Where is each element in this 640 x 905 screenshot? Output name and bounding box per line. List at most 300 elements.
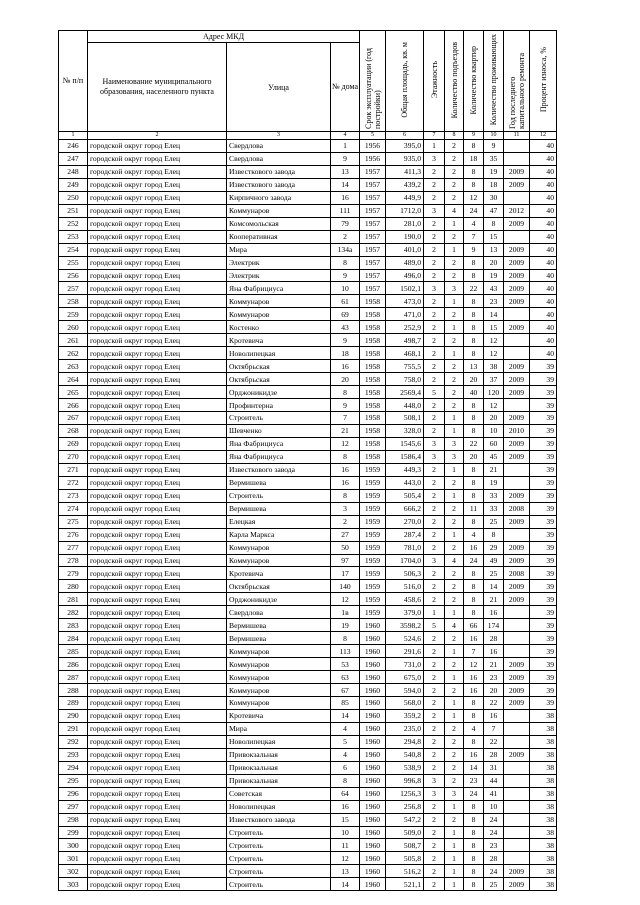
year-cell: 1957 <box>360 165 386 178</box>
repair-year-cell: 2009 <box>504 295 530 308</box>
wear-cell: 39 <box>530 619 557 632</box>
repair-year-cell: 2008 <box>504 567 530 580</box>
row-number: 251 <box>59 204 88 217</box>
municipality-cell: городской округ город Елец <box>88 567 227 580</box>
repair-year-cell <box>504 709 530 722</box>
residents-cell: 33 <box>484 489 504 502</box>
area-cell: 1586,4 <box>386 450 424 463</box>
house-cell: 111 <box>331 204 360 217</box>
column-number: 10 <box>484 132 504 140</box>
col-header-number: № п/п <box>59 31 88 132</box>
house-cell: 8 <box>331 774 360 787</box>
repair-year-cell: 2009 <box>504 256 530 269</box>
house-cell: 1 <box>331 140 360 153</box>
table-row <box>59 295 557 308</box>
table-row <box>59 606 557 619</box>
municipality-cell: городской округ город Елец <box>88 230 227 243</box>
house-cell: 10 <box>331 282 360 295</box>
municipality-cell: городской округ город Елец <box>88 826 227 839</box>
floors-cell: 2 <box>424 748 445 761</box>
entrances-cell: 2 <box>445 178 464 191</box>
floors-cell: 2 <box>424 722 445 735</box>
year-cell: 1960 <box>360 645 386 658</box>
residents-cell: 28 <box>484 852 504 865</box>
row-number: 283 <box>59 619 88 632</box>
residents-cell: 12 <box>484 399 504 412</box>
row-number: 288 <box>59 684 88 697</box>
wear-cell: 40 <box>530 204 557 217</box>
wear-cell: 39 <box>530 463 557 476</box>
row-number: 247 <box>59 152 88 165</box>
floors-cell: 2 <box>424 476 445 489</box>
flats-cell: 16 <box>464 748 484 761</box>
row-number: 258 <box>59 295 88 308</box>
table-row <box>59 450 557 463</box>
residents-cell: 16 <box>484 709 504 722</box>
municipality-cell: городской округ город Елец <box>88 373 227 386</box>
residents-cell: 31 <box>484 761 504 774</box>
entrances-cell: 2 <box>445 360 464 373</box>
area-cell: 473,0 <box>386 295 424 308</box>
floors-cell: 3 <box>424 437 445 450</box>
floors-cell: 2 <box>424 852 445 865</box>
table-row <box>59 813 557 826</box>
table-row <box>59 463 557 476</box>
table-row <box>59 308 557 321</box>
floors-cell: 5 <box>424 619 445 632</box>
flats-cell: 8 <box>464 826 484 839</box>
table-row <box>59 424 557 437</box>
flats-cell: 8 <box>464 463 484 476</box>
street-cell: Вермишева <box>227 632 331 645</box>
residents-cell: 20 <box>484 256 504 269</box>
wear-cell: 39 <box>530 476 557 489</box>
house-cell: 21 <box>331 424 360 437</box>
residents-cell: 8 <box>484 528 504 541</box>
house-cell: 16 <box>331 360 360 373</box>
street-cell: Октябрьская <box>227 580 331 593</box>
row-number: 262 <box>59 347 88 360</box>
flats-cell: 8 <box>464 839 484 852</box>
municipality-cell: городской округ город Елец <box>88 204 227 217</box>
flats-cell: 18 <box>464 152 484 165</box>
floors-cell: 3 <box>424 282 445 295</box>
entrances-cell: 3 <box>445 450 464 463</box>
repair-year-cell <box>504 528 530 541</box>
residents-cell: 19 <box>484 476 504 489</box>
area-cell: 1704,0 <box>386 554 424 567</box>
year-cell: 1957 <box>360 243 386 256</box>
entrances-cell: 4 <box>445 554 464 567</box>
area-cell: 508,7 <box>386 839 424 852</box>
repair-year-cell: 2009 <box>504 437 530 450</box>
municipality-cell: городской округ город Елец <box>88 256 227 269</box>
street-cell: Свердлова <box>227 140 331 153</box>
wear-cell: 38 <box>530 878 557 891</box>
wear-cell: 39 <box>530 528 557 541</box>
floors-cell: 2 <box>424 761 445 774</box>
row-number: 286 <box>59 658 88 671</box>
table-row <box>59 334 557 347</box>
floors-cell: 2 <box>424 813 445 826</box>
entrances-cell: 1 <box>445 243 464 256</box>
floors-cell: 1 <box>424 606 445 619</box>
column-number: 4 <box>331 132 360 140</box>
municipality-cell: городской округ город Елец <box>88 347 227 360</box>
flats-cell: 8 <box>464 567 484 580</box>
floors-cell: 3 <box>424 204 445 217</box>
area-cell: 505,8 <box>386 852 424 865</box>
wear-cell: 40 <box>530 269 557 282</box>
entrances-cell: 2 <box>445 658 464 671</box>
year-cell: 1960 <box>360 671 386 684</box>
municipality-cell: городской округ город Елец <box>88 165 227 178</box>
row-number: 280 <box>59 580 88 593</box>
municipality-cell: городской округ город Елец <box>88 722 227 735</box>
wear-cell: 40 <box>530 230 557 243</box>
year-cell: 1960 <box>360 800 386 813</box>
wear-cell: 39 <box>530 658 557 671</box>
house-cell: 67 <box>331 684 360 697</box>
area-cell: 547,2 <box>386 813 424 826</box>
flats-cell: 66 <box>464 619 484 632</box>
wear-cell: 38 <box>530 826 557 839</box>
table-row <box>59 321 557 334</box>
floors-cell: 2 <box>424 839 445 852</box>
year-cell: 1960 <box>360 709 386 722</box>
municipality-cell: городской округ город Елец <box>88 606 227 619</box>
entrances-cell: 1 <box>445 295 464 308</box>
house-cell: 1в <box>331 606 360 619</box>
municipality-cell: городской округ город Елец <box>88 476 227 489</box>
table-row <box>59 217 557 230</box>
row-number: 296 <box>59 787 88 800</box>
entrances-cell: 2 <box>445 632 464 645</box>
row-number: 278 <box>59 554 88 567</box>
row-number: 261 <box>59 334 88 347</box>
wear-cell: 40 <box>530 178 557 191</box>
area-cell: 411,3 <box>386 165 424 178</box>
row-number: 299 <box>59 826 88 839</box>
entrances-cell: 2 <box>445 580 464 593</box>
house-cell: 11 <box>331 839 360 852</box>
entrances-cell: 1 <box>445 709 464 722</box>
year-cell: 1957 <box>360 230 386 243</box>
entrances-cell: 1 <box>445 489 464 502</box>
floors-cell: 2 <box>424 684 445 697</box>
floors-cell: 2 <box>424 412 445 425</box>
row-number: 268 <box>59 424 88 437</box>
floors-cell: 2 <box>424 580 445 593</box>
wear-cell: 39 <box>530 554 557 567</box>
repair-year-cell: 2009 <box>504 865 530 878</box>
area-cell: 755,5 <box>386 360 424 373</box>
house-cell: 14 <box>331 709 360 722</box>
floors-cell: 5 <box>424 386 445 399</box>
area-cell: 252,9 <box>386 321 424 334</box>
repair-year-cell: 2009 <box>504 165 530 178</box>
municipality-cell: городской округ город Елец <box>88 334 227 347</box>
residents-cell: 22 <box>484 735 504 748</box>
col-header-wear: Процент износа, % <box>530 31 557 132</box>
table-row <box>59 826 557 839</box>
floors-cell: 2 <box>424 295 445 308</box>
row-number: 291 <box>59 722 88 735</box>
floors-cell: 2 <box>424 696 445 709</box>
street-cell: Орджоникидзе <box>227 386 331 399</box>
row-number: 285 <box>59 645 88 658</box>
street-cell: Привокзальная <box>227 774 331 787</box>
flats-cell: 8 <box>464 606 484 619</box>
area-cell: 935,0 <box>386 152 424 165</box>
street-cell: Карла Маркса <box>227 528 331 541</box>
residents-cell: 44 <box>484 774 504 787</box>
residents-cell: 21 <box>484 593 504 606</box>
street-cell: Коммунаров <box>227 308 331 321</box>
wear-cell: 40 <box>530 334 557 347</box>
year-cell: 1957 <box>360 217 386 230</box>
municipality-cell: городской округ город Елец <box>88 632 227 645</box>
row-number: 256 <box>59 269 88 282</box>
flats-cell: 13 <box>464 360 484 373</box>
row-number: 269 <box>59 437 88 450</box>
repair-year-cell: 2012 <box>504 204 530 217</box>
area-cell: 1256,3 <box>386 787 424 800</box>
flats-cell: 8 <box>464 515 484 528</box>
residents-cell: 37 <box>484 373 504 386</box>
municipality-cell: городской округ город Елец <box>88 800 227 813</box>
repair-year-cell: 2009 <box>504 554 530 567</box>
area-cell: 506,3 <box>386 567 424 580</box>
row-number: 295 <box>59 774 88 787</box>
municipality-cell: городской округ город Елец <box>88 541 227 554</box>
floors-cell: 2 <box>424 541 445 554</box>
col-header-repair-year: Год последнего капитального ремонта <box>504 31 530 132</box>
entrances-cell: 2 <box>445 515 464 528</box>
wear-cell: 39 <box>530 541 557 554</box>
wear-cell: 40 <box>530 243 557 256</box>
flats-cell: 9 <box>464 243 484 256</box>
wear-cell: 39 <box>530 450 557 463</box>
area-cell: 468,1 <box>386 347 424 360</box>
table-row <box>59 632 557 645</box>
municipality-cell: городской округ город Елец <box>88 386 227 399</box>
flats-cell: 8 <box>464 256 484 269</box>
municipality-cell: городской округ город Елец <box>88 399 227 412</box>
row-number: 260 <box>59 321 88 334</box>
floors-cell: 2 <box>424 178 445 191</box>
street-cell: Кирпичного завода <box>227 191 331 204</box>
table-row <box>59 191 557 204</box>
area-cell: 666,2 <box>386 502 424 515</box>
row-number: 292 <box>59 735 88 748</box>
flats-cell: 8 <box>464 800 484 813</box>
year-cell: 1960 <box>360 696 386 709</box>
street-cell: Кооперативная <box>227 230 331 243</box>
entrances-cell: 1 <box>445 852 464 865</box>
wear-cell: 38 <box>530 813 557 826</box>
floors-cell: 2 <box>424 269 445 282</box>
house-cell: 69 <box>331 308 360 321</box>
year-cell: 1960 <box>360 761 386 774</box>
house-cell: 14 <box>331 178 360 191</box>
column-number: 1 <box>59 132 88 140</box>
repair-year-cell: 2009 <box>504 489 530 502</box>
area-cell: 471,0 <box>386 308 424 321</box>
street-cell: Новолипецкая <box>227 735 331 748</box>
municipality-cell: городской округ город Елец <box>88 852 227 865</box>
street-cell: Мира <box>227 722 331 735</box>
entrances-cell: 1 <box>445 217 464 230</box>
house-cell: 4 <box>331 748 360 761</box>
table-row <box>59 800 557 813</box>
municipality-cell: городской округ город Елец <box>88 839 227 852</box>
residents-cell: 7 <box>484 722 504 735</box>
repair-year-cell: 2009 <box>504 243 530 256</box>
entrances-cell: 1 <box>445 645 464 658</box>
house-cell: 9 <box>331 269 360 282</box>
municipality-cell: городской округ город Елец <box>88 152 227 165</box>
street-cell: Коммунаров <box>227 554 331 567</box>
area-cell: 256,8 <box>386 800 424 813</box>
municipality-cell: городской округ город Елец <box>88 593 227 606</box>
flats-cell: 16 <box>464 684 484 697</box>
repair-year-cell: 2009 <box>504 671 530 684</box>
street-cell: Костенко <box>227 321 331 334</box>
residents-cell: 15 <box>484 230 504 243</box>
floors-cell: 2 <box>424 528 445 541</box>
table-row <box>59 528 557 541</box>
floors-cell: 2 <box>424 256 445 269</box>
floors-cell: 2 <box>424 424 445 437</box>
repair-year-cell: 2009 <box>504 684 530 697</box>
area-cell: 496,0 <box>386 269 424 282</box>
col-header-year: Срок эксплуатации (год постройки) <box>360 31 386 132</box>
street-cell: Строитель <box>227 865 331 878</box>
entrances-cell: 1 <box>445 671 464 684</box>
table-row <box>59 204 557 217</box>
area-cell: 568,0 <box>386 696 424 709</box>
flats-cell: 7 <box>464 645 484 658</box>
area-cell: 731,0 <box>386 658 424 671</box>
municipality-cell: городской округ город Елец <box>88 813 227 826</box>
wear-cell: 39 <box>530 696 557 709</box>
wear-cell: 39 <box>530 606 557 619</box>
wear-cell: 39 <box>530 373 557 386</box>
house-cell: 113 <box>331 645 360 658</box>
wear-cell: 39 <box>530 386 557 399</box>
house-cell: 64 <box>331 787 360 800</box>
wear-cell: 38 <box>530 865 557 878</box>
area-cell: 448,0 <box>386 399 424 412</box>
repair-year-cell: 2009 <box>504 412 530 425</box>
residents-cell: 41 <box>484 787 504 800</box>
table-row <box>59 852 557 865</box>
residents-cell: 14 <box>484 580 504 593</box>
year-cell: 1957 <box>360 269 386 282</box>
table-row <box>59 399 557 412</box>
year-cell: 1960 <box>360 839 386 852</box>
floors-cell: 2 <box>424 399 445 412</box>
street-cell: Известкового завода <box>227 813 331 826</box>
year-cell: 1960 <box>360 748 386 761</box>
row-number: 297 <box>59 800 88 813</box>
municipality-cell: городской округ город Елец <box>88 671 227 684</box>
table-row <box>59 684 557 697</box>
row-number: 303 <box>59 878 88 891</box>
housing-table <box>58 30 557 891</box>
floors-cell: 2 <box>424 243 445 256</box>
municipality-cell: городской округ город Елец <box>88 554 227 567</box>
house-cell: 43 <box>331 321 360 334</box>
flats-cell: 20 <box>464 373 484 386</box>
flats-cell: 8 <box>464 308 484 321</box>
area-cell: 594,0 <box>386 684 424 697</box>
entrances-cell: 2 <box>445 476 464 489</box>
repair-year-cell: 2009 <box>504 878 530 891</box>
flats-cell: 24 <box>464 787 484 800</box>
table-row <box>59 722 557 735</box>
repair-year-cell <box>504 191 530 204</box>
residents-cell: 28 <box>484 748 504 761</box>
row-number: 302 <box>59 865 88 878</box>
floors-cell: 2 <box>424 515 445 528</box>
table-row <box>59 140 557 153</box>
area-cell: 1545,6 <box>386 437 424 450</box>
table-row <box>59 269 557 282</box>
table-row <box>59 165 557 178</box>
column-number: 2 <box>88 132 227 140</box>
row-number: 284 <box>59 632 88 645</box>
area-cell: 505,4 <box>386 489 424 502</box>
municipality-cell: городской округ город Елец <box>88 191 227 204</box>
year-cell: 1960 <box>360 813 386 826</box>
flats-cell: 4 <box>464 528 484 541</box>
repair-year-cell <box>504 800 530 813</box>
area-cell: 781,0 <box>386 541 424 554</box>
repair-year-cell: 2009 <box>504 580 530 593</box>
flats-cell: 16 <box>464 671 484 684</box>
floors-cell: 2 <box>424 826 445 839</box>
flats-cell: 8 <box>464 709 484 722</box>
street-cell: Елецкая <box>227 515 331 528</box>
floors-cell: 2 <box>424 217 445 230</box>
street-cell: Строитель <box>227 839 331 852</box>
residents-cell: 16 <box>484 606 504 619</box>
repair-year-cell: 2009 <box>504 696 530 709</box>
table-row <box>59 735 557 748</box>
area-cell: 379,0 <box>386 606 424 619</box>
house-cell: 9 <box>331 334 360 347</box>
flats-cell: 8 <box>464 852 484 865</box>
table-row <box>59 878 557 891</box>
flats-cell: 16 <box>464 632 484 645</box>
wear-cell: 40 <box>530 217 557 230</box>
house-cell: 12 <box>331 437 360 450</box>
year-cell: 1958 <box>360 399 386 412</box>
year-cell: 1959 <box>360 489 386 502</box>
flats-cell: 8 <box>464 865 484 878</box>
col-header-entrances: Количество подъездов <box>445 31 464 132</box>
entrances-cell: 1 <box>445 696 464 709</box>
residents-cell: 19 <box>484 269 504 282</box>
entrances-cell: 2 <box>445 152 464 165</box>
house-cell: 9 <box>331 152 360 165</box>
municipality-cell: городской округ город Елец <box>88 515 227 528</box>
house-cell: 7 <box>331 412 360 425</box>
municipality-cell: городской округ город Елец <box>88 684 227 697</box>
year-cell: 1959 <box>360 515 386 528</box>
